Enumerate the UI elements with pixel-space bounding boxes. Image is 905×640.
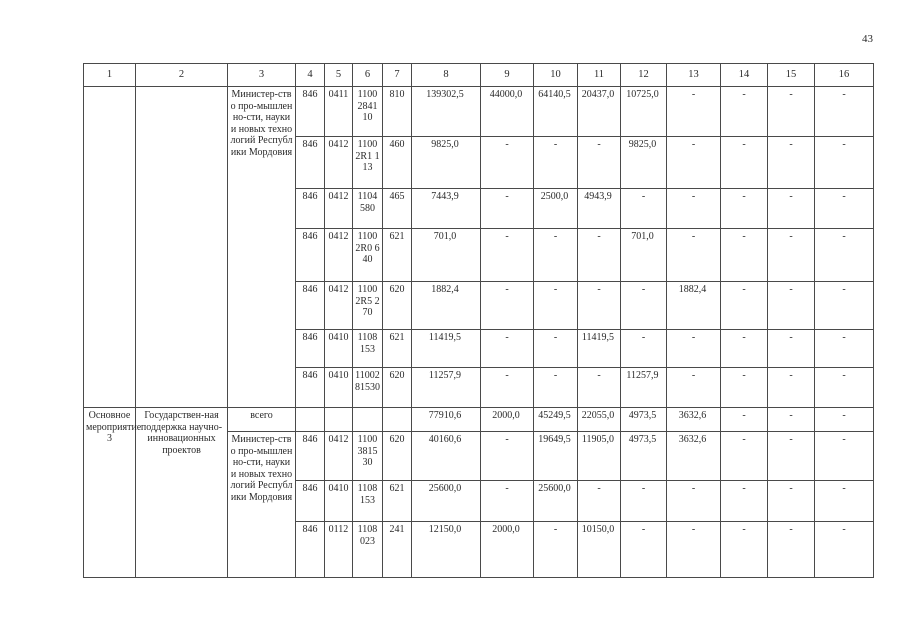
section-code: 0412 [325,137,353,189]
amount-cell: - [768,189,815,229]
gr-code: 846 [296,282,325,330]
amount-cell: 25600,0 [412,481,481,522]
amount-cell: - [768,522,815,578]
amount-cell: - [768,330,815,368]
gr-code: 846 [296,481,325,522]
amount-cell: 20437,0 [578,87,621,137]
amount-cell: 139302,5 [412,87,481,137]
amount-cell: - [481,229,534,282]
amount-cell: - [578,137,621,189]
column-header: 5 [325,64,353,87]
measure-cell: Основное мероприятие 3 [84,408,136,578]
amount-cell: 11419,5 [578,330,621,368]
expense-code: 621 [383,330,412,368]
amount-cell: - [621,330,667,368]
amount-cell: - [768,368,815,408]
total-label: всего [228,408,296,432]
amount-cell: - [621,481,667,522]
amount-cell: - [815,87,874,137]
amount-cell: 4973,5 [621,432,667,481]
amount-cell: - [815,137,874,189]
amount-cell: - [534,330,578,368]
amount-cell: - [667,229,721,282]
gr-code: 846 [296,229,325,282]
amount-cell: - [534,137,578,189]
target-code: 11002 81530 [353,368,383,408]
amount-cell: - [578,229,621,282]
section-code: 0410 [325,368,353,408]
target-code: 1100 2R0 640 [353,229,383,282]
amount-cell: - [481,368,534,408]
measure-cell [84,87,136,408]
gr-code: 846 [296,87,325,137]
expense-code: 621 [383,481,412,522]
section-code: 0412 [325,189,353,229]
amount-cell: - [534,522,578,578]
expense-code: 620 [383,282,412,330]
amount-cell: 4973,5 [621,408,667,432]
amount-cell: 19649,5 [534,432,578,481]
amount-cell: - [768,282,815,330]
column-header: 7 [383,64,412,87]
amount-cell: - [481,137,534,189]
column-header: 9 [481,64,534,87]
amount-cell: - [481,432,534,481]
amount-cell: - [667,481,721,522]
column-header: 10 [534,64,578,87]
gr-code: 846 [296,368,325,408]
total-row [84,408,874,432]
amount-cell: - [721,137,768,189]
target-code: 1108 153 [353,481,383,522]
section-code: 0410 [325,330,353,368]
page-number: 43 [862,33,873,45]
column-header: 3 [228,64,296,87]
column-header: 15 [768,64,815,87]
amount-cell: 701,0 [621,229,667,282]
amount-cell: - [721,282,768,330]
amount-cell: - [481,330,534,368]
column-header: 16 [815,64,874,87]
amount-cell: - [578,282,621,330]
target-code: 1100 3815 30 [353,432,383,481]
amount-cell: 2500,0 [534,189,578,229]
expense-code: 620 [383,432,412,481]
amount-cell: 11905,0 [578,432,621,481]
amount-cell: 77910,6 [412,408,481,432]
expense-code: 465 [383,189,412,229]
column-header: 1 [84,64,136,87]
amount-cell: - [768,229,815,282]
section-code: 0412 [325,229,353,282]
amount-cell: - [667,368,721,408]
amount-cell: 9825,0 [621,137,667,189]
amount-cell: 9825,0 [412,137,481,189]
target-code: 1108 153 [353,330,383,368]
gr-code: 846 [296,137,325,189]
amount-cell: 3632,6 [667,408,721,432]
column-header: 11 [578,64,621,87]
target-code: 1100 2841 10 [353,87,383,137]
amount-cell: - [815,330,874,368]
section-code: 0412 [325,432,353,481]
amount-cell: - [815,282,874,330]
amount-cell: - [721,368,768,408]
expense-code: 241 [383,522,412,578]
gr-code [296,408,325,432]
budget-table-body [84,64,874,578]
amount-cell: 10150,0 [578,522,621,578]
expense-code: 810 [383,87,412,137]
amount-cell: - [768,432,815,481]
amount-cell: - [578,368,621,408]
header-row [84,64,874,87]
column-header: 8 [412,64,481,87]
target-code: 1104 580 [353,189,383,229]
amount-cell: - [621,522,667,578]
amount-cell: 45249,5 [534,408,578,432]
amount-cell: 22055,0 [578,408,621,432]
measure-name-cell [136,87,228,408]
column-header: 13 [667,64,721,87]
amount-cell: - [721,432,768,481]
amount-cell: - [534,229,578,282]
target-code: 1100 2R5 270 [353,282,383,330]
amount-cell: - [721,87,768,137]
amount-cell: - [768,481,815,522]
amount-cell: 701,0 [412,229,481,282]
section-code [325,408,353,432]
amount-cell: - [768,137,815,189]
amount-cell: 3632,6 [667,432,721,481]
amount-cell: - [667,522,721,578]
budget-table [83,63,874,578]
amount-cell: 64140,5 [534,87,578,137]
amount-cell: 7443,9 [412,189,481,229]
expense-code: 460 [383,137,412,189]
amount-cell: 2000,0 [481,522,534,578]
amount-cell: 44000,0 [481,87,534,137]
section-code: 0412 [325,282,353,330]
target-code: 1100 2R1 113 [353,137,383,189]
section-code: 0410 [325,481,353,522]
amount-cell: - [667,137,721,189]
amount-cell: 4943,9 [578,189,621,229]
amount-cell: - [621,282,667,330]
amount-cell: - [578,481,621,522]
gr-code: 846 [296,432,325,481]
amount-cell: - [621,189,667,229]
amount-cell: - [815,189,874,229]
table-row [84,87,874,137]
amount-cell: - [721,522,768,578]
amount-cell: - [815,432,874,481]
amount-cell: 25600,0 [534,481,578,522]
target-code: 1108 023 [353,522,383,578]
expense-code: 621 [383,229,412,282]
section-code: 0411 [325,87,353,137]
expense-code: 620 [383,368,412,408]
amount-cell: - [667,87,721,137]
gr-code: 846 [296,522,325,578]
amount-cell: - [721,481,768,522]
column-header: 14 [721,64,768,87]
amount-cell: - [481,282,534,330]
amount-cell: 11257,9 [621,368,667,408]
amount-cell: - [768,87,815,137]
amount-cell: - [667,189,721,229]
amount-cell: - [721,408,768,432]
responsible-cell: Министер-ство про-мышленно-сти, науки и новых технологий Республики Мордовия [228,432,296,578]
amount-cell: 1882,4 [667,282,721,330]
amount-cell: - [534,282,578,330]
amount-cell: - [481,189,534,229]
amount-cell: - [721,229,768,282]
target-code [353,408,383,432]
responsible-cell: Министер-ство про-мышленно-сти, науки и новых технологий Республики Мордовия [228,87,296,408]
column-header: 12 [621,64,667,87]
column-header: 6 [353,64,383,87]
gr-code: 846 [296,189,325,229]
amount-cell: 1882,4 [412,282,481,330]
amount-cell: 12150,0 [412,522,481,578]
amount-cell: 10725,0 [621,87,667,137]
gr-code: 846 [296,330,325,368]
amount-cell: - [721,189,768,229]
expense-code [383,408,412,432]
amount-cell: 2000,0 [481,408,534,432]
amount-cell: - [768,408,815,432]
amount-cell: - [667,330,721,368]
amount-cell: - [815,522,874,578]
measure-name-cell: Государствен-ная поддержка научно-инновационных проектов [136,408,228,578]
amount-cell: - [815,481,874,522]
amount-cell: - [721,330,768,368]
column-header: 4 [296,64,325,87]
amount-cell: - [815,368,874,408]
amount-cell: - [534,368,578,408]
amount-cell: - [815,408,874,432]
amount-cell: 11419,5 [412,330,481,368]
column-header: 2 [136,64,228,87]
section-code: 0112 [325,522,353,578]
amount-cell: - [481,481,534,522]
amount-cell: 11257,9 [412,368,481,408]
amount-cell: - [815,229,874,282]
amount-cell: 40160,6 [412,432,481,481]
